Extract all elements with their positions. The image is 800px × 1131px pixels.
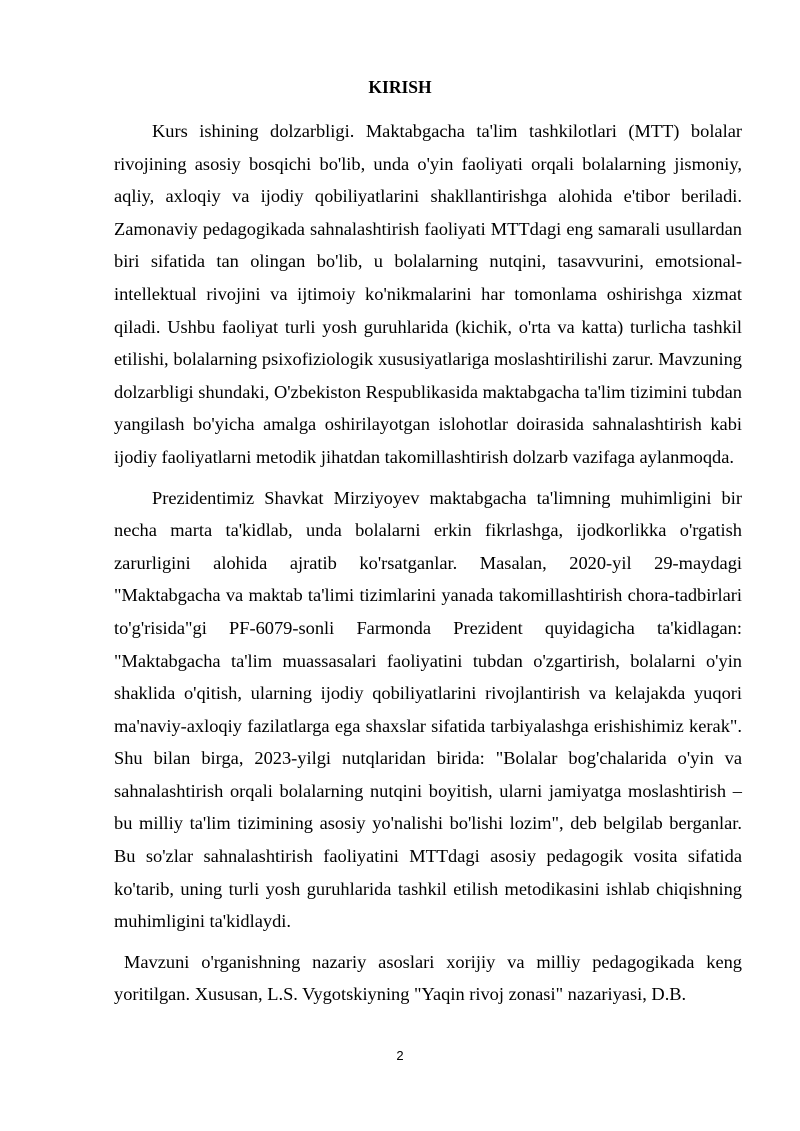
section-heading: KIRISH bbox=[368, 77, 432, 97]
paragraph-theory: Mavzuni o'rganishning nazariy asoslari xorijiy va milliy pedagogikada keng yoritilgan. Xususan, L.S. Vygotskiyning "Yaqin rivoj zonasi" nazariyasi, D.B. bbox=[114, 951, 742, 1005]
page-number: 2 bbox=[396, 1048, 404, 1063]
paragraph-president: Prezidentimiz Shavkat Mirziyoyev maktabgacha ta'limning muhimligini bir necha marta ta'kidlab, unda bolalarni erkin fikrlashga, ijodkorlikka o'rgatish zarurligini alohida ajratib ko'rsatganlar. Masalan, 2020-yil 29-maydagi "Maktabgacha va maktab ta'limi tizimlarini yanada takomillashtirish chora-tadbirlari to'g'risida"gi PF-6079-sonli Farmonda Prezident quyidagicha ta'kidlagan: "Maktabgacha ta'lim muassasalari faoliyatini tubdan o'zgartirish, bolalarni o'yin shaklida o'qitish, ularning ijodiy qobiliyatlarini rivojlantirish va kelajakda yuqori ma'naviy-axloqiy fazilatlarga ega shaxslar sifatida tarbiyalashga erishishimiz kerak". Shu bilan birga, 2023-yilgi nutqlaridan birida: "Bolalar bog'chalarida o'yin va sahnalashtirish orqali bolalarning nutqini boyitish, ularni jamiyatga moslashtirish – bu milliy ta'lim tizimining asosiy yo'nalishi bo'lishi lozim", deb belgilab berganlar. Bu so'zlar sahnalashtirish faoliyatini MTTdagi asosiy pedagogik vosita sifatida ko'tarib, uning turli yosh guruhlarida tashkil etilish metodikasini ishlab chiqishning muhimligini ta'kidlaydi. bbox=[114, 487, 742, 932]
body-text bbox=[114, 115, 742, 1011]
paragraph-relevance: Kurs ishining dolzarbligi. Maktabgacha ta'lim tashkilotlari (MTT) bolalar rivojining asosiy bosqichi bo'lib, unda o'yin faoliyati orqali bolalarning jismoniy, aqliy, axloqiy va ijodiy qobiliyatlarini shakllantirishga alohida e'tibor beriladi. Zamonaviy pedagogikada sahnalashtirish faoliyati MTTdagi eng samarali usullardan biri sifatida tan olingan bo'lib, u bolalarning nutqini, tasavvurini, emotsional-intellektual rivojini va ijtimoiy ko'nikmalarini har tomonlama oshirishga xizmat qiladi. Ushbu faoliyat turli yosh guruhlarida (kichik, o'rta va katta) turlicha tashkil etilishi, bolalarning psixofiziologik xususiyatlariga moslashtirilishi zarur. Mavzuning dolzarbligi shundaki, O'zbekiston Respublikasida maktabgacha ta'lim tizimini tubdan yangilash bo'yicha amalga oshirilayotgan islohotlar doirasida sahnalashtirish kabi ijodiy faoliyatlarni metodik jihatdan takomillashtirish dolzarb vazifaga aylanmoqda. bbox=[114, 121, 742, 467]
